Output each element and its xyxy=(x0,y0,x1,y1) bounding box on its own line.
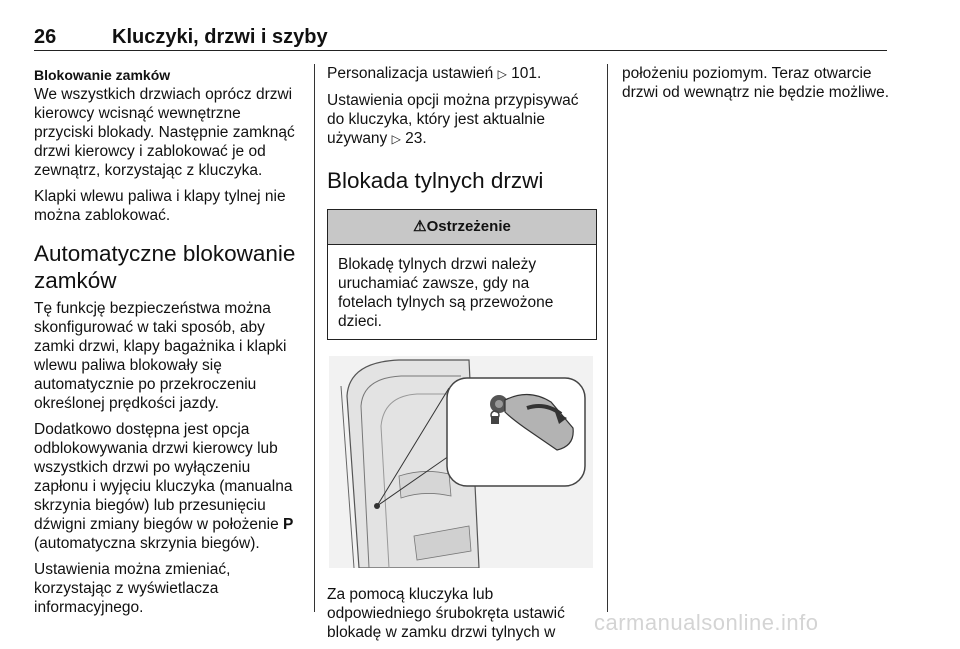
column-divider xyxy=(314,64,315,612)
warning-title: Ostrzeżenie xyxy=(426,218,511,235)
paragraph-horizontal-position: położeniu poziomym. Teraz otwarcie drzwi od wewnątrz nie będzie możliwe. xyxy=(622,65,890,101)
page-reference[interactable]: 23. xyxy=(405,130,427,147)
heading-locking: Blokowanie zamków xyxy=(34,67,171,83)
watermark: carmanualsonline.info xyxy=(594,610,819,635)
column-right xyxy=(622,64,890,109)
column-middle xyxy=(327,64,597,649)
chapter-title: Kluczyki, drzwi i szyby xyxy=(112,26,328,48)
warning-box xyxy=(327,209,597,340)
paragraph-locking: We wszystkich drzwiach oprócz drzwi kierowcy wcisnąć wewnętrzne przyciski blokady. Następnie zamknąć drzwi kierowcy i zablokować je od zewnątrz, korzystając z kluczyka. xyxy=(34,86,295,179)
paragraph-personalization xyxy=(327,64,597,84)
personalization-text: Personalizacja ustawień xyxy=(327,65,498,82)
paragraph-fuel-flap: Klapki wlewu paliwa i klapy tylnej nie można zablokować. xyxy=(34,188,286,224)
warning-triangle-icon: ⚠ xyxy=(413,218,427,235)
heading-automatic-locking: Automatyczne blokowanie zamków xyxy=(34,241,296,293)
unlock-text: Dodatkowo dostępna jest opcja odblokowywania drzwi kierowcy lub wszystkich drzwi po wyłączeniu zapłonu i wyjęciu kluczyka (manualna skrzynia biegów) lub przesunięciu dźwigni zmiany biegów w położenie xyxy=(34,421,293,533)
column-left xyxy=(34,64,302,624)
paragraph-key-assign xyxy=(327,91,597,149)
paragraph-auto-lock: Tę funkcję bezpieczeństwa można skonfigurować w taki sposób, aby zamki drzwi, klapy bagażnika i klapki wlewu paliwa blokowały się automatycznie po przekroczeniu określonej prędkości jazdy. xyxy=(34,300,287,412)
warning-header xyxy=(328,210,596,245)
reference-arrow-icon: ▷ xyxy=(391,132,401,146)
paragraph-rear-lock-instructions: Za pomocą kluczyka lub odpowiedniego śrubokręta ustawić blokadę w zamku drzwi tylnych w xyxy=(327,586,565,641)
gear-p-label: P xyxy=(283,516,294,533)
header-rule xyxy=(34,50,887,51)
key-assign-text: Ustawienia opcji można przypisywać do kluczyka, który jest aktualnie używany xyxy=(327,92,579,147)
heading-rear-door-lock: Blokada tylnych drzwi xyxy=(327,168,544,193)
page-reference[interactable]: 101. xyxy=(511,65,542,82)
paragraph-unlock-option xyxy=(34,420,302,553)
paragraph-settings: Ustawienia można zmieniać, korzystając z wyświetlacza informacyjnego. xyxy=(34,561,231,616)
reference-arrow-icon: ▷ xyxy=(497,67,507,81)
column-divider xyxy=(607,64,608,612)
page-number: 26 xyxy=(34,26,57,48)
unlock-text-end: (automatyczna skrzynia biegów). xyxy=(34,535,260,552)
warning-text: Blokadę tylnych drzwi należy uruchamiać zawsze, gdy na fotelach tylnych są przewożone dzieci. xyxy=(338,256,554,330)
page-header xyxy=(34,26,328,49)
rear-door-lock-illustration xyxy=(329,356,593,568)
